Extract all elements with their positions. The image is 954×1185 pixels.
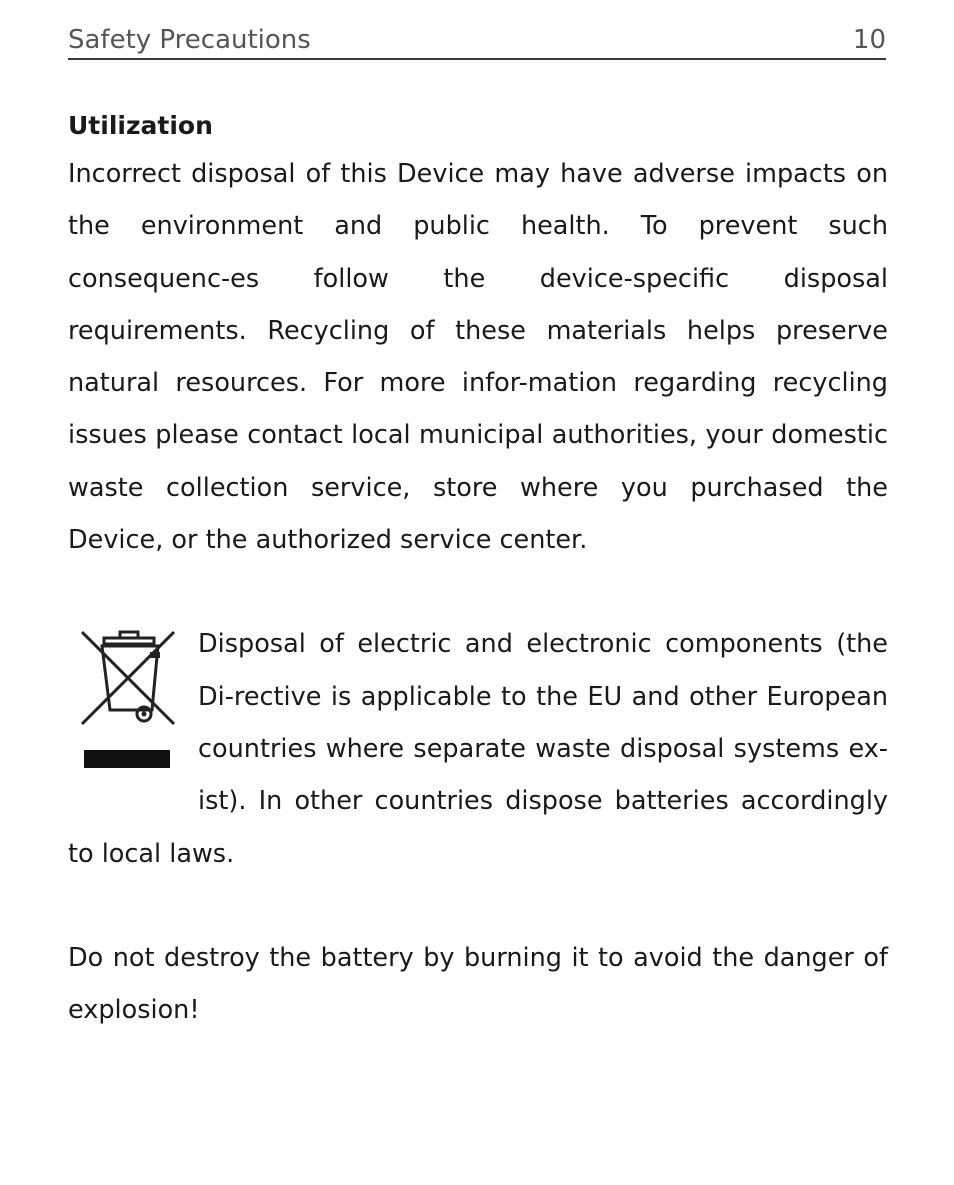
battery-warning-paragraph: Do not destroy the battery by burning it to avoid the danger of explosion! xyxy=(68,942,888,1026)
page-content xyxy=(68,104,888,1036)
crossed-out-wheelie-bin-icon xyxy=(74,626,186,776)
page-header xyxy=(68,22,886,60)
page-number: 10 xyxy=(852,25,886,55)
utilization-paragraph: Incorrect disposal of this Device may have adverse impacts on the environment and public health. To prevent such consequenc-es follow the device-specific disposal requirements. Recycling of these materials helps preserve natural resources. For more infor-mation regarding recycling issues please contact local municipal authorities, your domestic waste collection service, store where you purchased the Device, or the authorized service center. xyxy=(68,159,888,556)
section-title: Safety Precautions xyxy=(68,25,311,55)
utilization-heading: Utilization xyxy=(68,111,213,140)
disposal-paragraph: Disposal of electric and electronic components (the Di-rective is applicable to the EU and other European countries where separate waste disposal systems ex-ist). In other countries dispose batteries accordingly to local laws. xyxy=(68,629,888,869)
disposal-section xyxy=(68,618,888,879)
